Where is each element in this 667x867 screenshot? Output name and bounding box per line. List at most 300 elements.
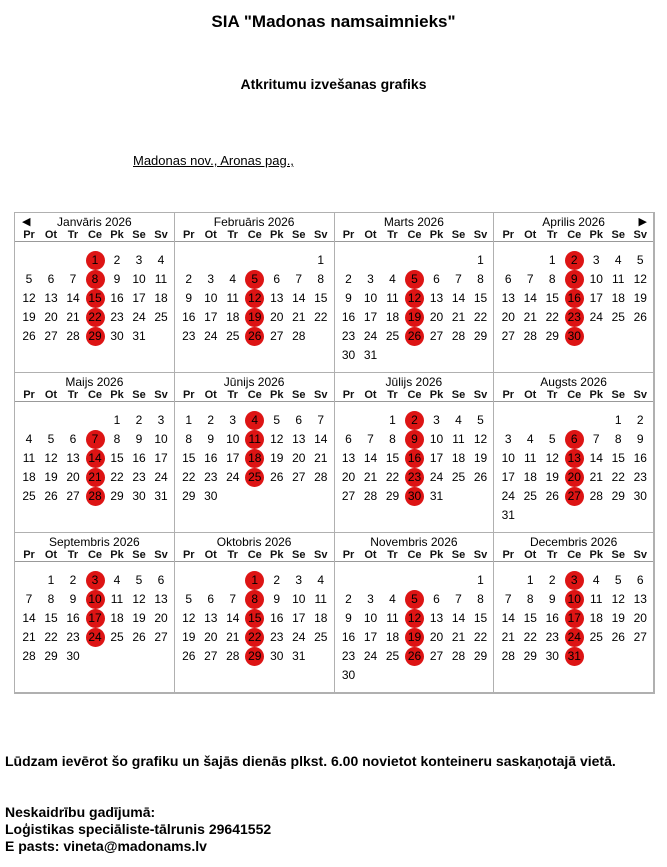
day: 19 [270,451,284,465]
day: 12 [182,611,196,625]
day: 2 [273,573,281,587]
day: 8 [389,432,396,446]
day: 16 [270,611,284,625]
day: 22 [182,470,196,484]
day: 29 [473,649,488,663]
day: 23 [341,329,356,343]
collection-day: 14 [84,449,106,468]
day: 5 [614,573,622,587]
day: 17 [226,451,240,465]
weekday-label: Ce [407,549,422,561]
day: 6 [69,432,77,446]
day: 23 [110,310,124,324]
day: 4 [317,573,325,587]
day: 8 [47,592,55,606]
day: 19 [611,611,625,625]
day: 24 [429,470,444,484]
weekday-label: Se [451,549,466,561]
day: 19 [545,470,559,484]
weekday-label: Ot [524,549,537,561]
day: 30 [341,668,356,682]
collection-day: 9 [563,270,585,289]
month-calendar [335,373,495,533]
month-calendar [335,533,495,693]
collection-day: 26 [404,647,426,666]
day: 7 [295,272,303,286]
month-title: Jūlijs 2026 [385,375,443,389]
collection-day: 16 [563,289,585,308]
weekday-label: Pk [270,549,284,561]
date-grid [335,562,494,685]
day: 2 [113,253,121,267]
month-title: Novembris 2026 [370,535,458,549]
weekday-label: Ce [407,389,422,401]
weekday-row [15,389,174,402]
prev-year-icon[interactable]: ◀ [22,216,31,228]
weekday-label: Pk [110,229,124,241]
day: 9 [135,432,143,446]
day: 15 [44,611,58,625]
day: 25 [451,470,466,484]
day: 31 [154,489,168,503]
day: 6 [273,272,281,286]
weekday-label: Ce [567,549,582,561]
day: 15 [110,451,124,465]
empty-day [382,571,404,590]
day: 6 [504,272,512,286]
contact-heading: Neskaidrību gadījumā: [5,804,156,820]
day: 3 [367,592,374,606]
day: 14 [451,611,466,625]
weekday-label: Pk [270,229,284,241]
weekday-label: Pr [182,549,195,561]
day: 20 [66,470,80,484]
date-grid [175,402,334,506]
empty-day [426,251,448,270]
weekday-label: Se [292,389,306,401]
collection-day: 23 [404,468,426,487]
empty-day [426,571,448,590]
weekday-label: Tr [387,389,398,401]
day: 10 [132,272,146,286]
day: 25 [314,630,328,644]
day: 28 [451,329,466,343]
day: 7 [455,592,462,606]
day: 7 [367,432,374,446]
day: 22 [314,310,328,324]
weekday-label: Se [292,229,306,241]
collection-day: 26 [244,327,266,346]
day: 28 [589,489,603,503]
empty-day [404,571,426,590]
day: 23 [633,470,647,484]
day: 11 [226,291,239,305]
day: 24 [501,489,515,503]
empty-day [18,251,40,270]
day: 11 [386,291,399,305]
empty-day [18,571,40,590]
weekday-row [494,229,653,242]
day: 13 [44,291,58,305]
day: 5 [477,413,484,427]
contact-email: E pasts: vineta@madonams.lv [5,838,207,854]
day: 2 [207,413,215,427]
day: 10 [154,432,168,446]
day: 24 [154,470,168,484]
weekday-label: Tr [547,229,558,241]
day: 15 [182,451,196,465]
contact-block [5,804,662,855]
day: 24 [226,470,240,484]
weekday-label: Pr [342,549,355,561]
weekday-label: Ot [364,389,377,401]
empty-day [178,571,200,590]
empty-day [84,411,106,430]
day: 4 [389,272,396,286]
month-title: Augsts 2026 [540,375,607,389]
empty-day [338,251,360,270]
day: 31 [292,649,306,663]
date-grid [15,562,174,666]
month-title: Decembris 2026 [529,535,618,549]
day: 24 [292,630,306,644]
day: 16 [204,451,218,465]
day: 9 [69,592,77,606]
day: 13 [66,451,80,465]
day: 16 [182,310,196,324]
day: 1 [113,413,121,427]
day: 3 [592,253,600,267]
day: 17 [204,310,218,324]
day: 24 [363,649,378,663]
empty-day [497,251,519,270]
weekday-label: Ce [407,229,422,241]
day: 1 [47,573,55,587]
day: 18 [611,291,625,305]
day: 9 [185,291,193,305]
day: 27 [44,329,58,343]
day: 21 [292,310,306,324]
day: 19 [633,291,647,305]
month-calendar [494,213,654,373]
weekday-label: Se [611,549,625,561]
weekday-label: Pk [110,389,124,401]
day: 23 [270,630,284,644]
day: 25 [385,329,400,343]
collection-day: 20 [563,468,585,487]
day: 5 [47,432,55,446]
day: 1 [185,413,193,427]
day: 24 [204,329,218,343]
day: 15 [545,291,559,305]
day: 5 [636,253,644,267]
day: 27 [270,329,284,343]
day: 6 [295,413,303,427]
empty-day [497,411,519,430]
day: 12 [473,432,488,446]
day: 2 [636,413,644,427]
collection-day: 17 [563,609,585,628]
day: 11 [110,592,124,606]
day: 18 [154,291,168,305]
day: 19 [44,470,58,484]
month-calendar [15,373,175,533]
day: 5 [25,272,33,286]
collection-day: 29 [84,327,106,346]
day: 24 [363,329,378,343]
collection-day: 27 [563,487,585,506]
month-calendar [175,373,335,533]
empty-day [62,411,84,430]
day: 4 [25,432,33,446]
day: 12 [44,451,58,465]
contact-phone: Loģistikas speciāliste-tālrunis 29641552 [5,821,272,837]
month-calendar [175,533,335,693]
weekday-row [175,389,334,402]
empty-day [448,251,470,270]
day: 3 [157,413,165,427]
weekday-label: Pr [23,549,35,561]
day: 29 [545,329,559,343]
day: 14 [451,291,466,305]
collection-day: 5 [244,270,266,289]
weekday-label: Ce [247,389,262,401]
date-grid [175,242,334,346]
weekday-label: Pr [502,549,515,561]
day: 6 [636,573,644,587]
next-year-icon[interactable]: ▶ [638,216,647,228]
empty-day [40,411,62,430]
day: 19 [22,310,36,324]
day: 12 [270,432,284,446]
empty-day [360,571,382,590]
day: 16 [545,611,559,625]
weekday-label: Tr [547,389,558,401]
weekday-label: Ot [524,389,537,401]
day: 30 [132,489,146,503]
weekday-label: Pk [429,549,444,561]
collection-day: 24 [84,628,106,647]
collection-day: 2 [563,251,585,270]
weekday-label: Ot [44,229,58,241]
day: 16 [66,611,80,625]
weekday-label: Pr [23,389,35,401]
collection-day: 12 [244,289,266,308]
day: 12 [633,272,647,286]
day: 7 [229,592,237,606]
day: 11 [590,592,603,606]
day: 27 [204,649,218,663]
day: 3 [295,573,303,587]
day: 8 [614,432,622,446]
weekday-label: Sv [473,389,488,401]
months-grid [15,213,654,693]
day: 17 [589,291,603,305]
empty-day [244,251,266,270]
month-calendar [494,373,654,533]
collection-day: 5 [404,590,426,609]
empty-day [222,251,244,270]
weekday-label: Pk [270,389,284,401]
collection-day: 25 [244,468,266,487]
day: 7 [455,272,462,286]
month-title: Maijs 2026 [65,375,124,389]
weekday-label: Tr [387,549,398,561]
weekday-label: Tr [227,549,238,561]
day: 18 [385,630,400,644]
day: 11 [386,611,399,625]
weekday-label: Ot [364,229,377,241]
weekday-label: Tr [227,229,238,241]
day: 30 [341,348,356,362]
day: 28 [451,649,466,663]
day: 14 [523,291,537,305]
day: 21 [501,630,515,644]
day: 1 [477,573,484,587]
month-title: Janvāris 2026 [57,215,132,229]
day: 25 [110,630,124,644]
month-calendar [15,213,175,373]
weekday-label: Tr [67,389,79,401]
weekday-label: Ce [247,549,262,561]
day: 20 [292,451,306,465]
day: 26 [182,649,196,663]
day: 3 [504,432,512,446]
day: 13 [270,291,284,305]
day: 14 [22,611,36,625]
day: 12 [545,451,559,465]
day: 22 [44,630,58,644]
day: 3 [433,413,440,427]
weekday-label: Sv [154,229,168,241]
day: 26 [611,630,625,644]
page-title: SIA "Madonas namsaimnieks" [211,12,456,31]
weekday-label: Pk [589,389,603,401]
day: 9 [113,272,121,286]
collection-day: 30 [404,487,426,506]
day: 23 [204,470,218,484]
day: 18 [22,470,36,484]
day: 3 [135,253,143,267]
day: 28 [501,649,515,663]
day: 30 [66,649,80,663]
day: 4 [526,432,534,446]
day: 26 [132,630,146,644]
day: 31 [429,489,444,503]
date-grid [494,562,653,666]
weekday-label: Ot [204,549,217,561]
day: 26 [22,329,36,343]
weekday-label: Se [611,229,625,241]
weekday-label: Sv [154,549,168,561]
day: 10 [292,592,306,606]
weekday-label: Se [132,229,146,241]
day: 25 [154,310,168,324]
day: 13 [633,592,647,606]
day: 11 [452,432,465,446]
collection-day: 13 [563,449,585,468]
day: 5 [135,573,143,587]
weekday-label: Pk [589,549,603,561]
day: 3 [207,272,215,286]
day: 17 [154,451,168,465]
schedule-notice: Lūdzam ievērot šo grafiku un šajās dienās plkst. 6.00 novietot konteineru saskaņotajā vietā. [5,753,616,769]
day: 9 [636,432,644,446]
day: 13 [204,611,218,625]
weekday-label: Ot [364,549,377,561]
day: 20 [341,470,356,484]
day: 22 [611,470,625,484]
day: 11 [154,272,168,286]
collection-day: 9 [404,430,426,449]
day: 7 [526,272,534,286]
day: 3 [229,413,237,427]
day: 27 [429,329,444,343]
month-calendar [494,533,654,693]
collection-day: 16 [404,449,426,468]
day: 1 [389,413,396,427]
collection-day: 18 [244,449,266,468]
weekday-label: Ce [247,229,262,241]
collection-day: 22 [84,308,106,327]
collection-day: 30 [563,327,585,346]
weekday-row [494,389,653,402]
day: 31 [363,348,378,362]
day: 6 [433,272,440,286]
weekday-label: Ot [204,389,217,401]
empty-day [382,251,404,270]
weekday-label: Sv [633,389,647,401]
day: 7 [317,413,325,427]
day: 15 [611,451,625,465]
day: 24 [589,310,603,324]
month-title: Marts 2026 [383,215,444,229]
weekday-label: Sv [314,389,328,401]
empty-day [585,411,607,430]
day: 9 [207,432,215,446]
month-calendar [175,213,335,373]
month-calendar [335,213,495,373]
day: 6 [47,272,55,286]
day: 16 [132,451,146,465]
collection-day: 2 [404,411,426,430]
day: 28 [363,489,378,503]
empty-day [360,411,382,430]
day: 10 [363,611,378,625]
day: 1 [477,253,484,267]
day: 26 [633,310,647,324]
day: 20 [204,630,218,644]
day: 18 [110,611,124,625]
day: 27 [633,630,647,644]
collection-day: 1 [244,571,266,590]
day: 21 [363,470,378,484]
day: 4 [389,592,396,606]
page-subtitle: Atkritumu izvešanas grafiks [240,76,427,92]
day: 29 [44,649,58,663]
day: 28 [66,329,80,343]
weekday-label: Sv [473,229,488,241]
collection-day: 15 [84,289,106,308]
day: 4 [455,413,462,427]
day: 11 [524,451,537,465]
day: 17 [363,630,378,644]
day: 7 [25,592,33,606]
weekday-row [494,549,653,562]
weekday-label: Tr [67,549,79,561]
day: 1 [548,253,556,267]
month-calendar [15,533,175,693]
